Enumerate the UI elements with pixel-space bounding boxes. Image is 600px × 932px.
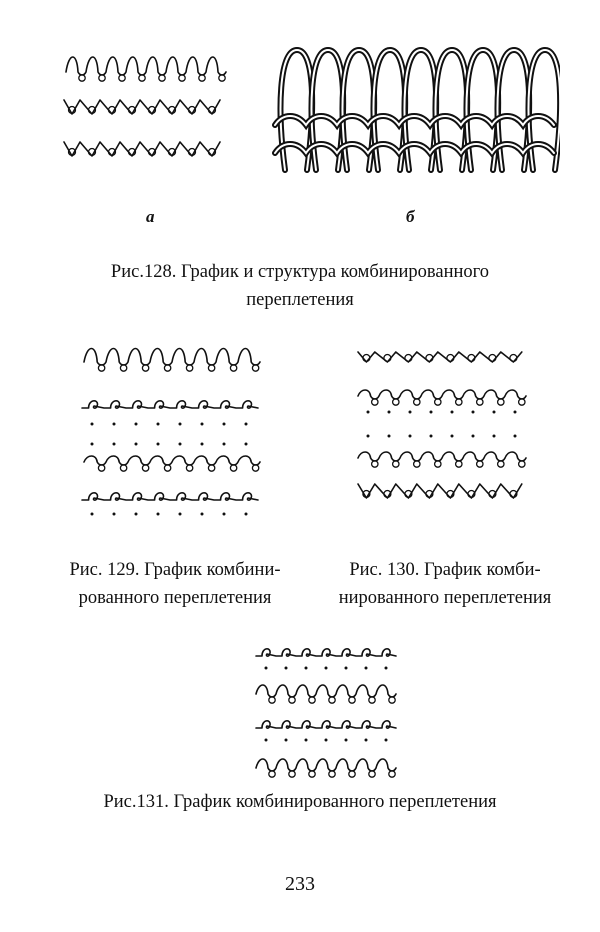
caption-fig128-line1: Рис.128. График и структура комбинированного bbox=[110, 262, 490, 282]
fig131-dot bbox=[345, 667, 348, 670]
figure-130-graph bbox=[352, 340, 542, 510]
caption-fig131: Рис.131. График комбинированного переплетения bbox=[103, 792, 497, 812]
fig130-dot bbox=[451, 435, 454, 438]
fig129-dot bbox=[113, 423, 116, 426]
fig129-dot bbox=[179, 443, 182, 446]
caption-fig130-line1: Рис. 130. График комби- bbox=[349, 560, 541, 580]
label-b: б bbox=[406, 207, 415, 226]
fig128a-row3 bbox=[64, 142, 220, 156]
fig129-row3 bbox=[84, 456, 260, 465]
fig130-dot bbox=[367, 435, 370, 438]
fig130-dot bbox=[409, 435, 412, 438]
fig129-dot bbox=[113, 443, 116, 446]
fig129-dot bbox=[201, 513, 204, 516]
caption-fig129-line1: Рис. 129. График комбини- bbox=[69, 560, 281, 580]
fig129-dot bbox=[245, 513, 248, 516]
fig130-row2 bbox=[358, 390, 526, 399]
fig131-dot bbox=[345, 739, 348, 742]
figure-128a-graph bbox=[58, 44, 243, 174]
fig129-dot bbox=[179, 513, 182, 516]
fig130-dot bbox=[367, 411, 370, 414]
fig129-row1 bbox=[84, 349, 260, 366]
fig131-row3 bbox=[256, 721, 396, 728]
fig128a-row1 bbox=[66, 57, 226, 75]
fig130-dot bbox=[409, 411, 412, 414]
fig129-dot bbox=[135, 443, 138, 446]
figure-131-graph bbox=[250, 640, 410, 780]
fig129-dot bbox=[135, 513, 138, 516]
caption-fig129-line2: рованного переплетения bbox=[78, 588, 272, 608]
fig129-dot bbox=[223, 423, 226, 426]
caption-fig128 bbox=[0, 258, 600, 314]
fig129-dot bbox=[91, 513, 94, 516]
fig131-row4 bbox=[256, 759, 396, 771]
page-number: 233 bbox=[285, 873, 315, 895]
fig130-dot bbox=[388, 435, 391, 438]
caption-fig130-line2: нированного переплетения bbox=[338, 588, 552, 608]
fig130-dot bbox=[514, 435, 517, 438]
fig130-dot bbox=[430, 411, 433, 414]
fig131-dot bbox=[325, 739, 328, 742]
caption-fig128-line2: переплетения bbox=[246, 290, 354, 310]
fig130-row3 bbox=[358, 452, 526, 461]
caption-fig130 bbox=[310, 556, 580, 612]
fig131-dot bbox=[265, 739, 268, 742]
fig129-dot bbox=[245, 443, 248, 446]
fig129-dot bbox=[245, 423, 248, 426]
fig129-dot bbox=[201, 443, 204, 446]
fig129-dot bbox=[91, 443, 94, 446]
fig131-dot bbox=[285, 739, 288, 742]
fig130-row4 bbox=[358, 484, 522, 498]
fig129-dot bbox=[179, 423, 182, 426]
fig129-dot bbox=[223, 443, 226, 446]
fig131-row1 bbox=[256, 649, 396, 656]
fig131-dot bbox=[305, 667, 308, 670]
figure-129-graph bbox=[78, 340, 278, 520]
fig131-dot bbox=[305, 739, 308, 742]
fig129-dot bbox=[157, 423, 160, 426]
fig131-dot bbox=[385, 739, 388, 742]
fig129-dot bbox=[135, 423, 138, 426]
fig130-dot bbox=[472, 435, 475, 438]
fig130-dot bbox=[451, 411, 454, 414]
figure-128b-structure bbox=[270, 40, 560, 200]
fig130-dot bbox=[472, 411, 475, 414]
fig130-dot bbox=[493, 411, 496, 414]
fig131-dot bbox=[385, 667, 388, 670]
fig131-dot bbox=[365, 739, 368, 742]
fig130-row1 bbox=[358, 352, 522, 362]
fig129-dot bbox=[157, 443, 160, 446]
fig129-dot bbox=[223, 513, 226, 516]
fig129-row4 bbox=[82, 493, 258, 500]
fig128a-row2 bbox=[64, 100, 220, 114]
fig129-dot bbox=[91, 423, 94, 426]
label-a: а bbox=[146, 207, 155, 226]
caption-fig129 bbox=[40, 556, 310, 612]
fig130-dot bbox=[388, 411, 391, 414]
fig129-dot bbox=[113, 513, 116, 516]
fig130-dot bbox=[493, 435, 496, 438]
fig131-row2 bbox=[256, 685, 396, 697]
fig129-dot bbox=[201, 423, 204, 426]
fig130-dot bbox=[430, 435, 433, 438]
fig131-dot bbox=[285, 667, 288, 670]
fig131-dot bbox=[325, 667, 328, 670]
fig131-dot bbox=[265, 667, 268, 670]
fig131-dot bbox=[365, 667, 368, 670]
fig129-dot bbox=[157, 513, 160, 516]
fig130-dot bbox=[514, 411, 517, 414]
fig129-row2 bbox=[82, 401, 258, 408]
